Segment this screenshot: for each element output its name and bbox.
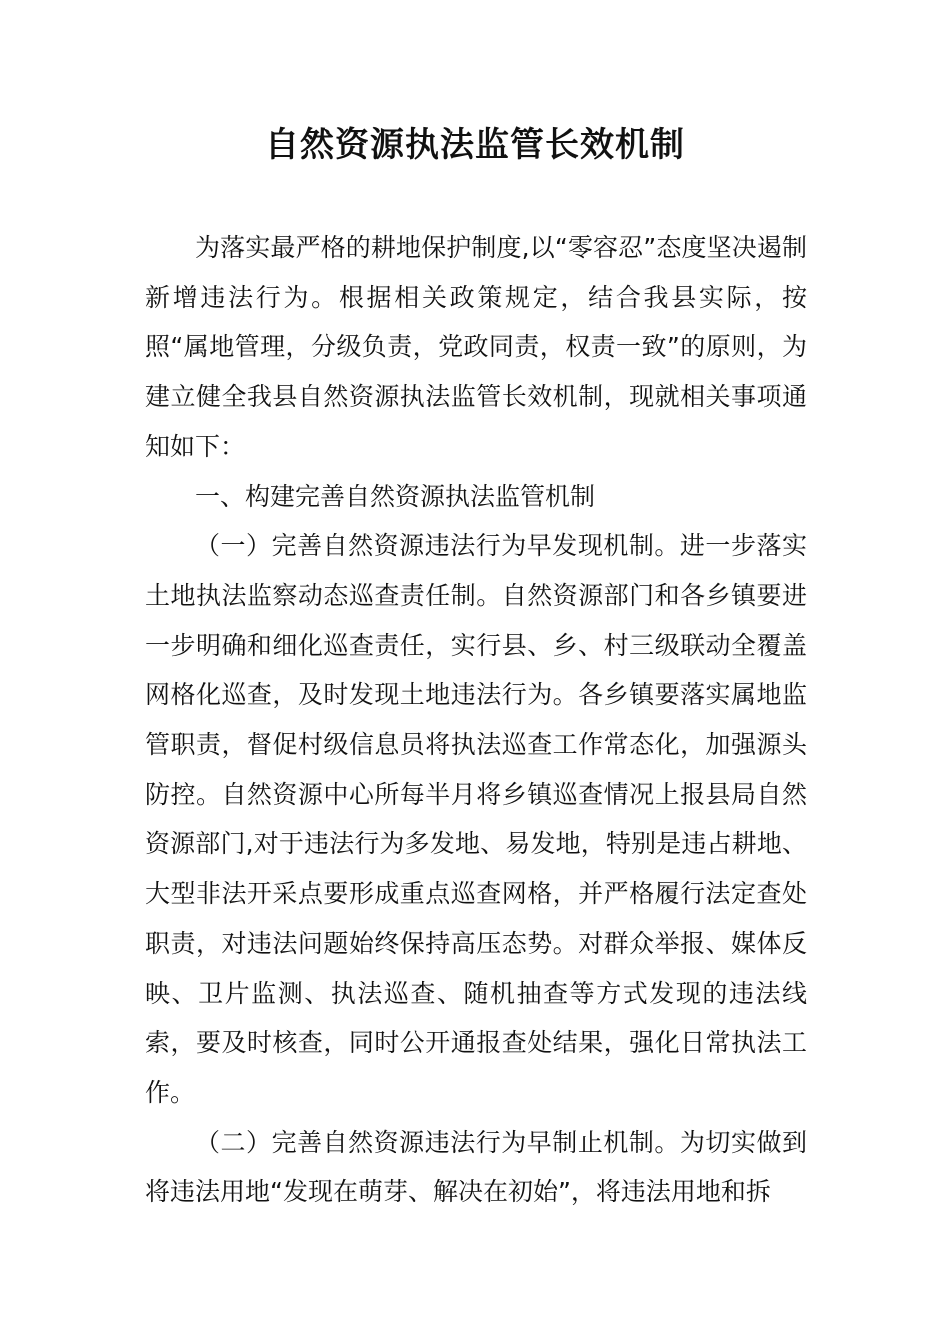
subsection-paragraph-2: （二）完善自然资源违法行为早制止机制。为切实做到将违法用地“发现在萌芽、解决在初始”，将违法用地和拆 [145, 1127, 807, 1207]
subsection-paragraph-1: （一）完善自然资源违法行为早发现机制。进一步落实土地执法监察动态巡查责任制。自然资源部门和各乡镇要进一步明确和细化巡查责任，实行县、乡、村三级联动全覆盖网格化巡查，及时发现土地违法行为。各乡镇要落实属地监管职责，督促村级信息员将执法巡查工作常态化，加强源头防控。自然资源中心所每半月将乡镇巡查情况上报县局自然资源部门,对于违法行为多发地、易发地，特别是违占耕地、大型非法开采点要形成重点巡查网格，并严格履行法定查处职责，对违法问题始终保持高压态势。对群众举报、媒体反映、卫片监测、执法巡查、随机抽查等方式发现的违法线索，要及时核查，同时公开通报查处结果，强化日常执法工作。 [145, 531, 807, 1107]
document-title: 自然资源执法监管长效机制 [265, 125, 685, 165]
intro-paragraph: 为落实最严格的耕地保护制度,以“零容忍”态度坚决遏制新增违法行为。根据相关政策规定，结合我县实际，按照“属地管理，分级负责，党政同责，权责一致”的原则，为建立健全我县自然资源执法监管长效机制，现就相关事项通知如下： [145, 233, 807, 461]
section-heading: 一、构建完善自然资源执法监管机制 [195, 481, 596, 511]
document-body [145, 223, 807, 1217]
